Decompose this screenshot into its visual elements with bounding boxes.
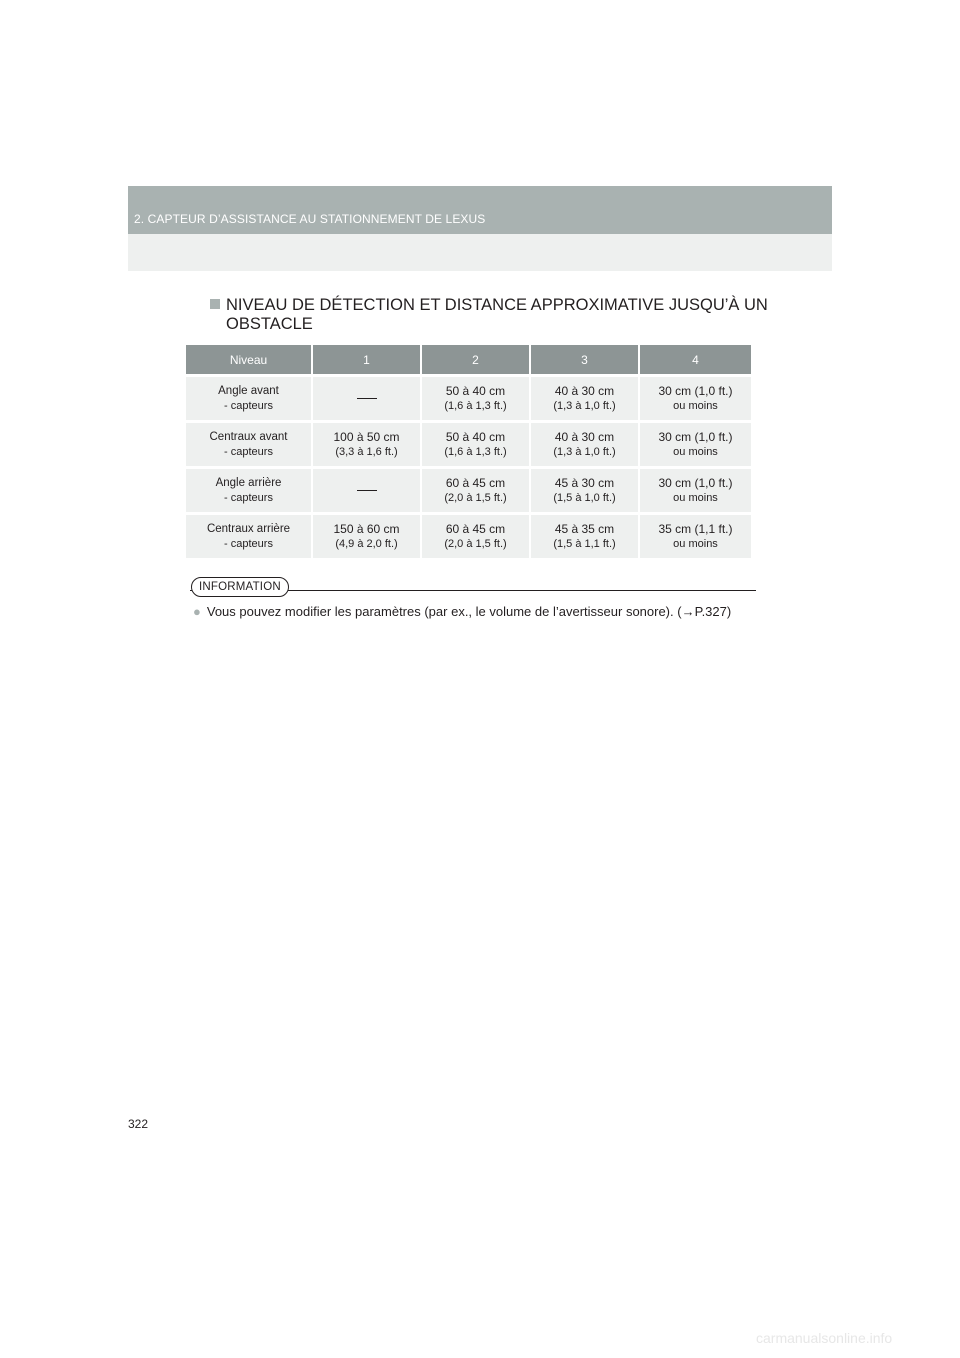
distance-metric: 150 à 60 cm xyxy=(333,521,400,536)
distance-cell xyxy=(531,512,640,558)
sensor-name: Centraux avant xyxy=(209,430,288,443)
column-header-level-2: 2 xyxy=(422,345,531,374)
distance-metric: 60 à 45 cm xyxy=(445,521,506,536)
sensor-sub: - capteurs xyxy=(224,445,273,458)
distance-imperial: (1,3 à 1,0 ft.) xyxy=(553,399,616,412)
header-band xyxy=(128,186,832,234)
distance-metric: 100 à 50 cm xyxy=(333,429,400,444)
sensor-name: Angle arrière xyxy=(215,476,282,489)
distance-cell xyxy=(313,512,422,558)
sensor-sub: - capteurs xyxy=(224,537,273,550)
distance-cell xyxy=(422,466,531,512)
distance-imperial: (1,6 à 1,3 ft.) xyxy=(444,445,507,458)
distance-imperial: (1,3 à 1,0 ft.) xyxy=(553,445,616,458)
sensor-name: Angle avant xyxy=(218,384,279,397)
distance-metric: 35 cm (1,1 ft.) xyxy=(658,521,733,536)
sensor-name: Centraux arrière xyxy=(206,522,291,535)
distance-metric: 60 à 45 cm xyxy=(445,475,506,490)
table-row xyxy=(186,512,751,558)
table-row xyxy=(186,420,751,466)
distance-cell xyxy=(531,374,640,420)
round-bullet-icon: ● xyxy=(193,604,201,619)
distance-imperial: (1,5 à 1,1 ft.) xyxy=(553,537,616,550)
column-header-level-3: 3 xyxy=(531,345,640,374)
empty-cell xyxy=(313,466,422,512)
dash-mark xyxy=(357,398,377,399)
column-header-level-1: 1 xyxy=(313,345,422,374)
information-text-row xyxy=(193,604,731,619)
distance-cell xyxy=(640,466,751,512)
distance-qualifier: ou moins xyxy=(673,399,718,412)
table-row xyxy=(186,466,751,512)
table-row xyxy=(186,374,751,420)
distance-metric: 45 à 35 cm xyxy=(554,521,615,536)
distance-qualifier: ou moins xyxy=(673,491,718,504)
sensor-name-cell xyxy=(186,420,313,466)
section-title xyxy=(210,296,770,334)
distance-imperial: (1,5 à 1,0 ft.) xyxy=(553,491,616,504)
distance-imperial: (2,0 à 1,5 ft.) xyxy=(444,491,507,504)
distance-cell xyxy=(313,420,422,466)
information-text: Vous pouvez modifier les paramètres (par ex., le volume de l’avertisseur sonore). (→P.327) xyxy=(206,604,732,619)
distance-cell xyxy=(640,420,751,466)
distance-metric: 50 à 40 cm xyxy=(445,429,506,444)
sensor-name-cell xyxy=(186,466,313,512)
dash-mark xyxy=(357,490,377,491)
page-number: 322 xyxy=(128,1117,149,1131)
distance-metric: 40 à 30 cm xyxy=(554,383,615,398)
distance-cell xyxy=(422,420,531,466)
sensor-sub: - capteurs xyxy=(224,399,273,412)
column-header-level-4: 4 xyxy=(640,345,751,374)
empty-cell xyxy=(313,374,422,420)
square-bullet-icon xyxy=(210,299,220,309)
distance-imperial: (2,0 à 1,5 ft.) xyxy=(444,537,507,550)
table-header-row xyxy=(186,345,751,374)
distance-cell xyxy=(422,374,531,420)
distance-cell xyxy=(640,512,751,558)
detection-level-table xyxy=(186,345,751,558)
column-header-niveau: Niveau xyxy=(186,345,313,374)
sensor-name-cell xyxy=(186,374,313,420)
distance-metric: 30 cm (1,0 ft.) xyxy=(658,383,733,398)
distance-cell xyxy=(531,420,640,466)
information-label: INFORMATION xyxy=(191,577,289,597)
distance-metric: 40 à 30 cm xyxy=(554,429,615,444)
distance-imperial: (1,6 à 1,3 ft.) xyxy=(444,399,507,412)
distance-imperial: (4,9 à 2,0 ft.) xyxy=(335,537,398,550)
section-title-text: NIVEAU DE DÉTECTION ET DISTANCE APPROXIMATIVE JUSQU’À UN OBSTACLE xyxy=(226,296,768,333)
distance-metric: 45 à 30 cm xyxy=(554,475,615,490)
distance-qualifier: ou moins xyxy=(673,445,718,458)
distance-cell xyxy=(422,512,531,558)
distance-cell xyxy=(531,466,640,512)
watermark: carmanualsonline.info xyxy=(756,1330,893,1346)
sensor-name-cell xyxy=(186,512,313,558)
distance-metric: 30 cm (1,0 ft.) xyxy=(658,429,733,444)
distance-imperial: (3,3 à 1,6 ft.) xyxy=(335,445,398,458)
header-subband xyxy=(128,234,832,271)
distance-metric: 30 cm (1,0 ft.) xyxy=(658,475,733,490)
chapter-title: 2. CAPTEUR D’ASSISTANCE AU STATIONNEMENT DE LEXUS xyxy=(134,212,486,226)
distance-qualifier: ou moins xyxy=(673,537,718,550)
sensor-sub: - capteurs xyxy=(224,491,273,504)
distance-metric: 50 à 40 cm xyxy=(445,383,506,398)
distance-cell xyxy=(640,374,751,420)
